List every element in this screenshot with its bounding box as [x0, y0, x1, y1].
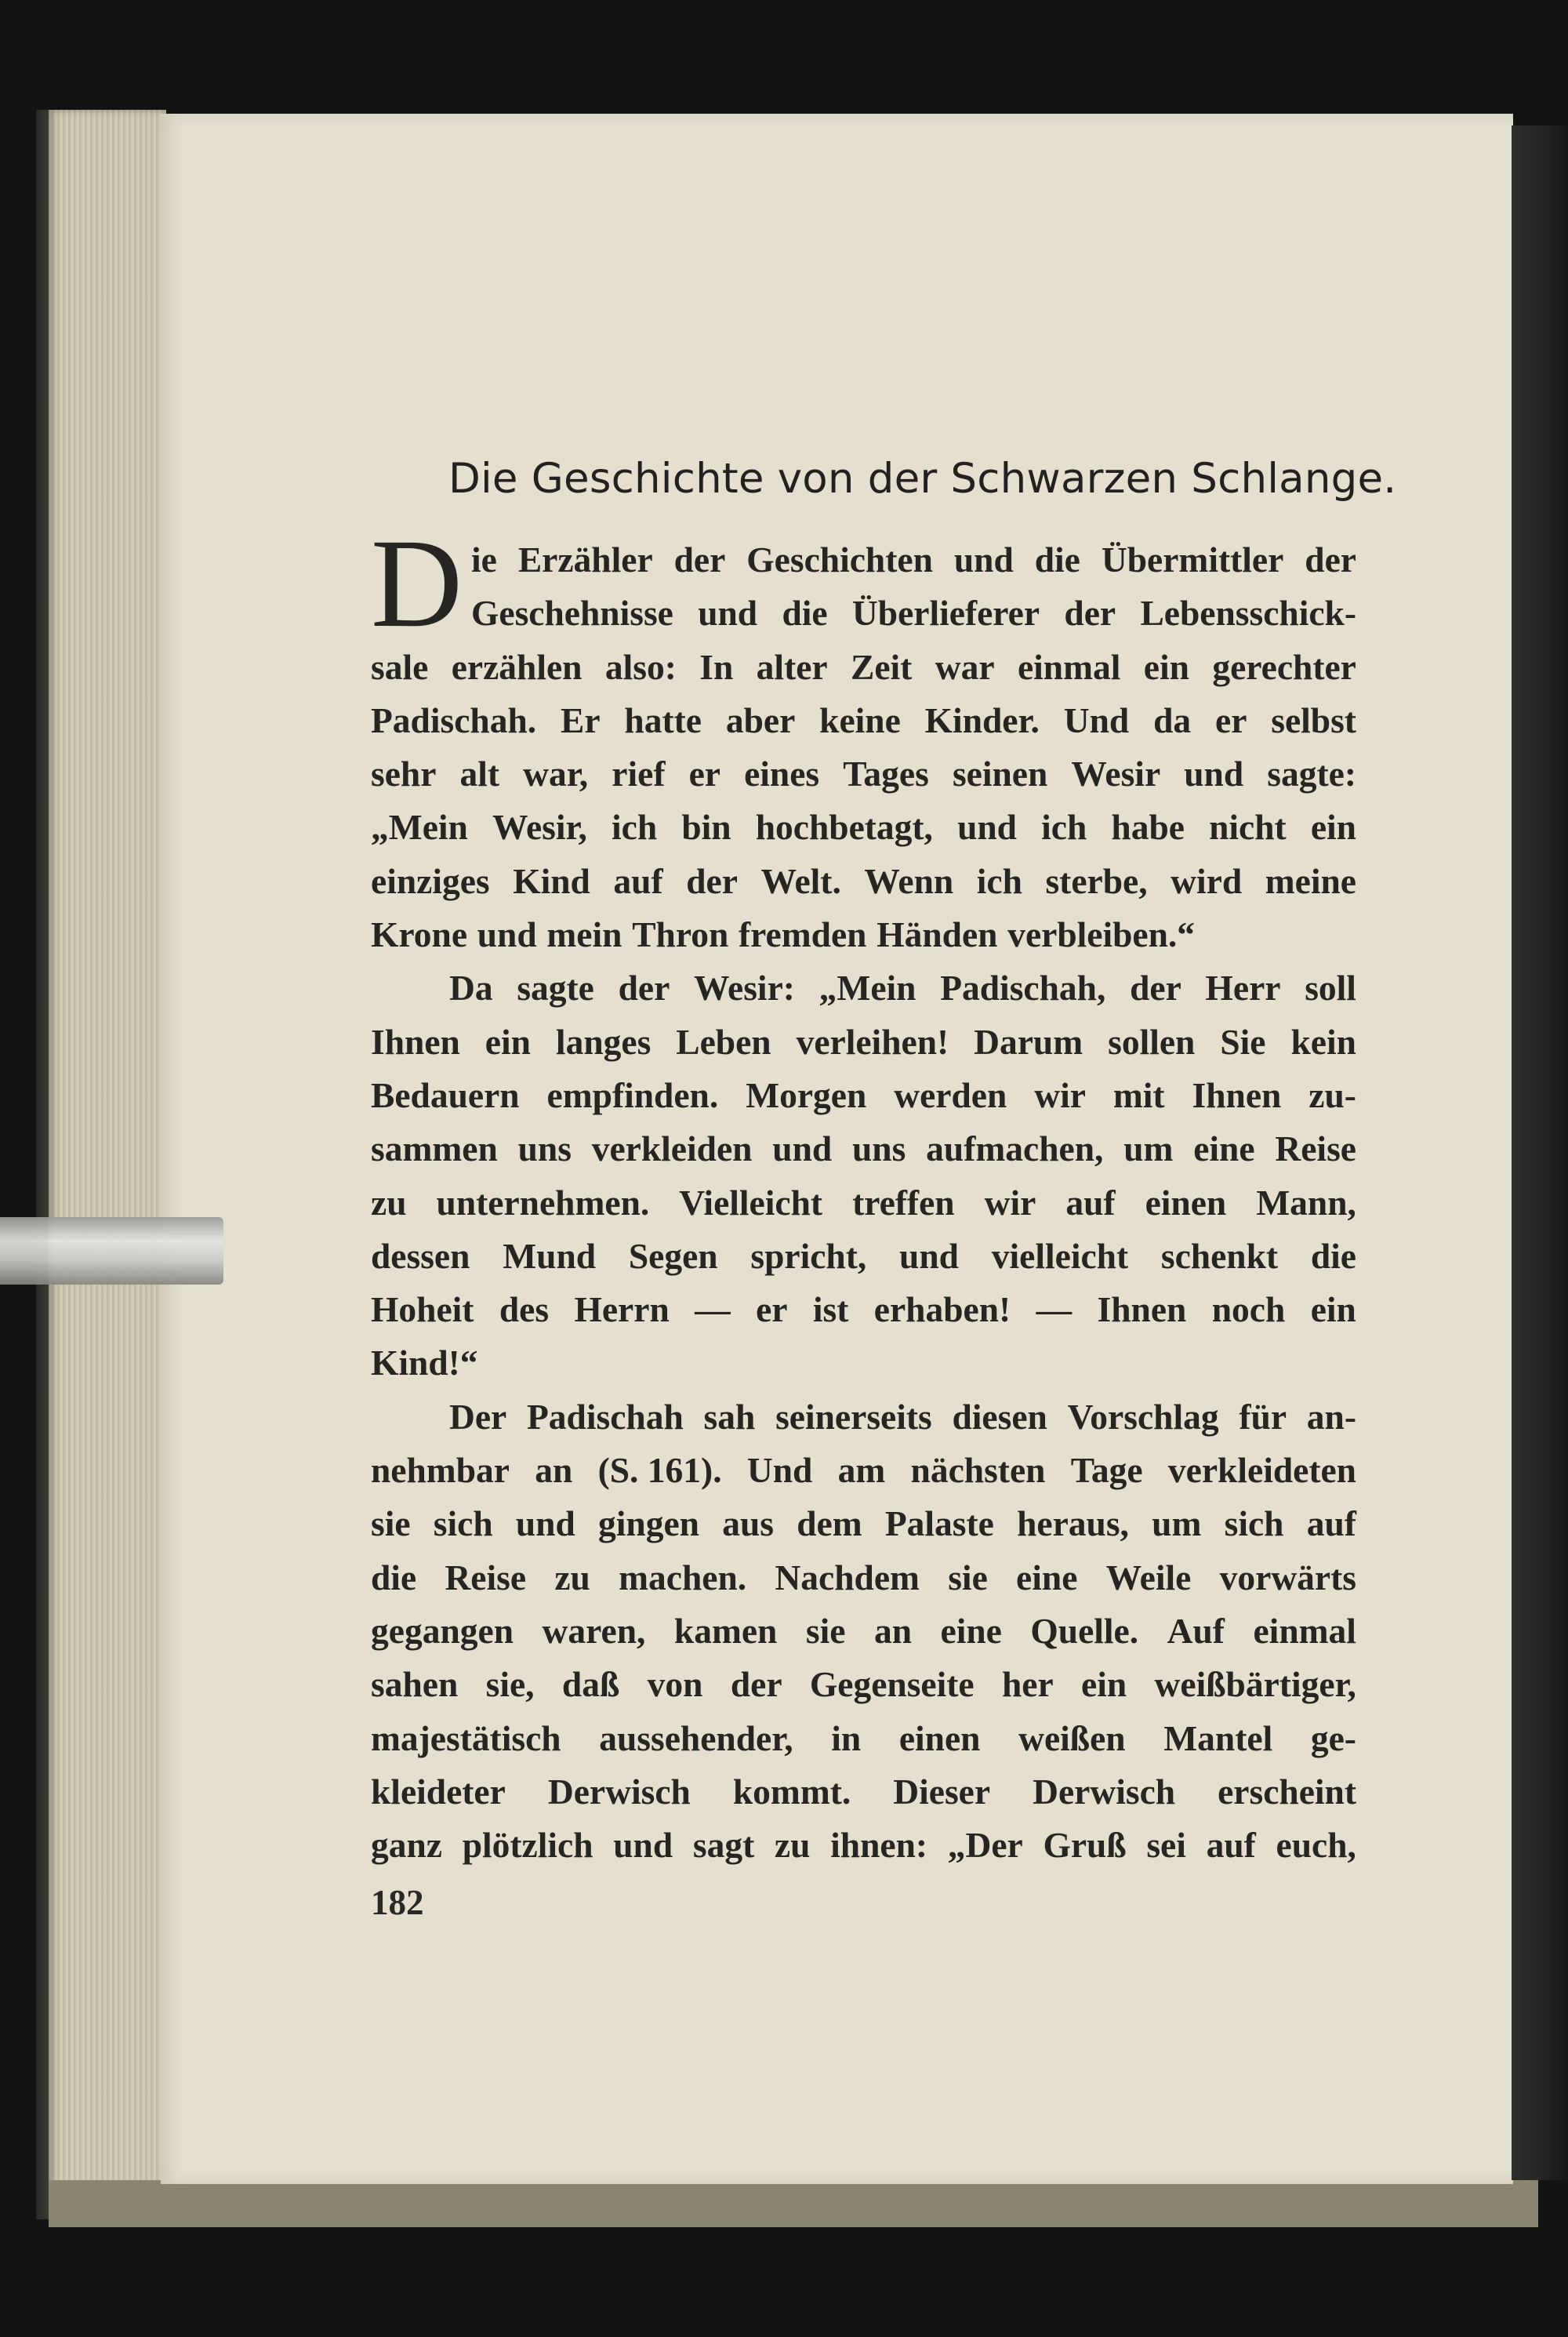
word: nicht	[1209, 807, 1287, 848]
word: einmal	[1017, 646, 1121, 687]
word: der	[618, 968, 670, 1009]
word: auf	[1206, 1825, 1256, 1866]
word: werden	[894, 1074, 1007, 1115]
word: verkleiden	[591, 1129, 753, 1169]
word: uns	[517, 1129, 572, 1169]
word: der	[1064, 593, 1116, 634]
word: Welt.	[760, 860, 841, 901]
word: verbleiben.“	[1007, 914, 1196, 955]
word: auf	[1065, 1182, 1116, 1223]
word: —	[1036, 1289, 1073, 1330]
word: eines	[744, 754, 820, 794]
word: gerechter	[1212, 646, 1356, 687]
word: Und	[746, 1450, 813, 1491]
word: daß	[561, 1664, 620, 1705]
word: der	[673, 540, 726, 580]
word: er	[1215, 700, 1247, 740]
word: verkleideten	[1167, 1450, 1356, 1491]
text-line	[371, 1230, 1356, 1283]
word: von	[647, 1664, 703, 1705]
text-line	[371, 1444, 1356, 1497]
word: unternehmen.	[436, 1182, 650, 1223]
text-line	[371, 908, 1356, 961]
word: vorwärts	[1219, 1557, 1356, 1597]
text-line	[371, 747, 1356, 801]
word: ich	[976, 860, 1022, 901]
word: Gegenseite	[809, 1664, 975, 1705]
word: sich	[1224, 1503, 1284, 1544]
text-line	[371, 1765, 1356, 1819]
word: euch,	[1276, 1825, 1356, 1866]
facing-page-edge	[1512, 125, 1568, 2180]
word: Übermittler	[1101, 540, 1284, 580]
word: wir	[984, 1182, 1036, 1223]
word: Derwisch	[547, 1771, 691, 1812]
word: meine	[1265, 860, 1356, 901]
word: Vielleicht	[679, 1182, 823, 1223]
word: habe	[1111, 807, 1185, 848]
word: Händen	[877, 914, 998, 955]
word: selbst	[1271, 700, 1356, 740]
word: majestätisch	[371, 1717, 561, 1758]
word: und	[515, 1503, 575, 1544]
word: heraus,	[1017, 1503, 1129, 1544]
word: auf	[613, 860, 663, 901]
word: verleihen!	[796, 1021, 949, 1062]
page-number: 182	[371, 1883, 424, 1922]
word: die	[782, 593, 828, 634]
word: schenkt	[1160, 1235, 1279, 1276]
word: eine	[940, 1610, 1002, 1651]
word: sagt	[692, 1825, 755, 1866]
word: Kind!“	[371, 1343, 478, 1383]
text-line	[371, 1819, 1356, 1872]
text-line	[371, 1605, 1356, 1658]
word: da	[1153, 700, 1192, 740]
word: Dieser	[893, 1771, 991, 1812]
word: Gruß	[1043, 1825, 1127, 1866]
word: kommt.	[732, 1771, 851, 1812]
word: einen	[1145, 1182, 1227, 1223]
word: Hoheit	[371, 1289, 474, 1330]
word: eine	[1016, 1557, 1078, 1597]
word: Mund	[503, 1235, 597, 1276]
word: sie	[371, 1503, 411, 1544]
word: Tage	[1070, 1450, 1143, 1491]
drop-cap: D	[371, 514, 463, 654]
word: Nachdem	[775, 1557, 920, 1597]
word: erhaben!	[873, 1289, 1011, 1330]
word: ganz	[371, 1825, 442, 1866]
word: empfinden.	[546, 1074, 719, 1115]
word: Erzähler	[517, 540, 653, 580]
word: Kind	[513, 860, 590, 901]
word: dessen	[371, 1235, 470, 1276]
word: sterbe,	[1045, 860, 1148, 901]
word: zu	[371, 1182, 407, 1223]
word: rief	[612, 754, 666, 794]
word: sahen	[371, 1664, 459, 1705]
text-line	[371, 1069, 1356, 1122]
word: Padischah	[527, 1396, 684, 1437]
word: der	[1305, 540, 1356, 580]
text-line	[371, 1176, 1356, 1230]
word: Er	[561, 700, 601, 740]
word: ein	[485, 1021, 531, 1062]
word: Padischah,	[940, 968, 1106, 1009]
text-line	[371, 1551, 1356, 1605]
word: spricht,	[750, 1235, 867, 1276]
word: ein	[1310, 807, 1356, 848]
word: erscheint	[1218, 1771, 1356, 1812]
word: Leben	[676, 1021, 771, 1062]
text-line	[371, 801, 1356, 854]
word: noch	[1211, 1289, 1286, 1330]
word: Thron	[632, 914, 729, 955]
word: wird	[1171, 860, 1243, 901]
word: erzählen	[451, 646, 583, 687]
word: eine	[1193, 1129, 1255, 1169]
text-line	[371, 694, 1356, 747]
word: machen.	[619, 1557, 747, 1597]
word: der	[686, 860, 738, 901]
text-line	[371, 1016, 1356, 1069]
word: einen	[898, 1717, 981, 1758]
word: seinerseits	[775, 1396, 932, 1437]
text-line	[371, 1712, 1356, 1765]
word: der	[1130, 968, 1181, 1009]
word: langes	[555, 1021, 652, 1062]
word: mein	[546, 914, 622, 955]
word: ist	[812, 1289, 849, 1330]
word: Geschichten	[746, 540, 933, 580]
text-line	[371, 533, 1356, 587]
word: Da	[449, 968, 493, 1009]
word: mit	[1112, 1074, 1165, 1115]
word: Auf	[1167, 1610, 1225, 1651]
word: also:	[604, 646, 677, 687]
word: Darum	[974, 1021, 1083, 1062]
word: Herr	[1205, 968, 1281, 1009]
word: Zeit	[851, 646, 913, 687]
word: und	[957, 807, 1017, 848]
word: nächsten	[910, 1450, 1046, 1491]
page-bottom-edge	[49, 2180, 1538, 2227]
word: an	[535, 1450, 573, 1491]
word: aus	[722, 1503, 774, 1544]
word: —	[695, 1289, 731, 1330]
word: gegangen	[371, 1610, 514, 1651]
text-line	[371, 1497, 1356, 1550]
word: alt	[459, 754, 500, 794]
word: einziges	[371, 860, 490, 901]
word: Lebensschick-	[1140, 593, 1356, 634]
text-line	[371, 961, 1356, 1015]
word: Ihnen	[371, 1021, 460, 1062]
word: für	[1239, 1396, 1287, 1437]
show-through-text	[345, 329, 1325, 439]
text-line	[371, 587, 1356, 640]
word: Reise	[1275, 1129, 1356, 1169]
word: die	[1310, 1235, 1356, 1276]
word: Tages	[843, 754, 929, 794]
word: an-	[1306, 1396, 1356, 1437]
word: Morgen	[746, 1074, 867, 1115]
word: ie	[471, 540, 497, 580]
word: war	[935, 646, 995, 687]
word: in	[831, 1717, 862, 1758]
word: Sie	[1220, 1021, 1266, 1062]
word: bin	[681, 807, 731, 848]
word: war,	[523, 754, 589, 794]
word: der	[730, 1664, 782, 1705]
word: Wenn	[864, 860, 954, 901]
word: er	[688, 754, 720, 794]
word: zu	[554, 1557, 590, 1597]
word: ein	[1081, 1664, 1127, 1705]
word: treffen	[852, 1182, 955, 1223]
word: und	[1184, 754, 1244, 794]
word: keine	[819, 700, 901, 740]
word: hatte	[624, 700, 702, 740]
word: her	[1001, 1664, 1054, 1705]
word: waren,	[542, 1610, 646, 1651]
word: diesen	[952, 1396, 1047, 1437]
word: ich	[612, 807, 658, 848]
word: weißen	[1018, 1717, 1126, 1758]
word: (S. 161).	[597, 1450, 722, 1491]
word: wir	[1034, 1074, 1086, 1115]
word: „Mein	[371, 807, 468, 848]
word: Reise	[445, 1557, 527, 1597]
word: sich	[433, 1503, 493, 1544]
word: aber	[725, 700, 796, 740]
word: Bedauern	[371, 1074, 520, 1115]
word: Segen	[628, 1235, 718, 1276]
word: und	[698, 593, 758, 634]
word: um	[1152, 1503, 1202, 1544]
word: sah	[703, 1396, 756, 1437]
word: Quelle.	[1030, 1610, 1139, 1651]
word: sollen	[1108, 1021, 1196, 1062]
word: sagte	[517, 968, 594, 1009]
word: ihnen:	[830, 1825, 928, 1866]
word: zu	[774, 1825, 811, 1866]
word: Ihnen	[1097, 1289, 1187, 1330]
word: und	[953, 540, 1014, 580]
word: am	[837, 1450, 886, 1491]
word: des	[499, 1289, 550, 1330]
word: Geschehnisse	[471, 593, 673, 634]
word: gingen	[598, 1503, 699, 1544]
word: sehr	[371, 754, 437, 794]
word: Mann,	[1256, 1182, 1356, 1223]
text-line	[371, 1658, 1356, 1711]
word: Derwisch	[1033, 1771, 1176, 1812]
word: Der	[449, 1396, 507, 1437]
word: sammen	[371, 1129, 498, 1169]
word: auf	[1306, 1503, 1356, 1544]
word: um	[1123, 1129, 1174, 1169]
word: fremden	[739, 914, 867, 955]
word: hochbetagt,	[755, 807, 933, 848]
text-line	[371, 855, 1356, 908]
word: dem	[797, 1503, 862, 1544]
word: Überlieferer	[851, 593, 1040, 634]
word: sie,	[485, 1664, 535, 1705]
word: und	[899, 1235, 959, 1276]
word: Kinder.	[924, 700, 1040, 740]
word: ein	[1310, 1289, 1356, 1330]
word: einmal	[1253, 1610, 1356, 1651]
word: weißbärtiger,	[1154, 1664, 1356, 1705]
word: plötzlich	[462, 1825, 593, 1866]
word: an	[873, 1610, 912, 1651]
word: ich	[1041, 807, 1087, 848]
word: die	[1034, 540, 1080, 580]
word: ge-	[1310, 1717, 1356, 1758]
page-stack	[49, 110, 166, 2212]
text-line	[371, 1122, 1356, 1176]
body-text	[371, 514, 1356, 1872]
word: Wesir:	[694, 968, 795, 1009]
word: aussehender,	[599, 1717, 793, 1758]
word: Vorschlag	[1067, 1396, 1219, 1437]
word: seinen	[952, 754, 1048, 794]
word: sale	[371, 646, 429, 687]
word: ein	[1143, 646, 1189, 687]
word: „Mein	[818, 968, 916, 1009]
word: soll	[1305, 968, 1356, 1009]
word: kleideter	[371, 1771, 506, 1812]
word: die	[371, 1557, 417, 1597]
word: alter	[756, 646, 828, 687]
word: aufmachen,	[926, 1129, 1104, 1169]
word: Krone	[371, 914, 468, 955]
word: Wesir,	[492, 807, 587, 848]
word: und	[613, 1825, 673, 1866]
word: sagte:	[1267, 754, 1356, 794]
word: „Der	[947, 1825, 1023, 1866]
word: sei	[1146, 1825, 1186, 1866]
word: Und	[1063, 700, 1130, 740]
word: uns	[852, 1129, 906, 1169]
word: Palaste	[884, 1503, 994, 1544]
word: In	[699, 646, 734, 687]
word: und	[477, 914, 537, 955]
text-line	[371, 1283, 1356, 1336]
text-line	[371, 1336, 1356, 1390]
word: zu-	[1308, 1074, 1356, 1115]
bookmark-tab	[0, 1217, 223, 1285]
word: und	[772, 1129, 833, 1169]
word: kamen	[673, 1610, 778, 1651]
word: nehmbar	[371, 1450, 510, 1491]
word: sie	[948, 1557, 988, 1597]
text-line	[371, 641, 1356, 694]
word: sie	[805, 1610, 846, 1651]
word: Herrn	[574, 1289, 670, 1330]
word: Padischah.	[371, 700, 537, 740]
word: vielleicht	[991, 1235, 1129, 1276]
word: kein	[1290, 1021, 1356, 1062]
word: Mantel	[1163, 1717, 1273, 1758]
word: Wesir	[1071, 754, 1161, 794]
word: er	[756, 1289, 788, 1330]
word: Ihnen	[1192, 1074, 1282, 1115]
page-title: Die Geschichte von der Schwarzen Schlange.	[448, 455, 1397, 503]
text-line	[371, 1390, 1356, 1444]
word: Weile	[1105, 1557, 1192, 1597]
